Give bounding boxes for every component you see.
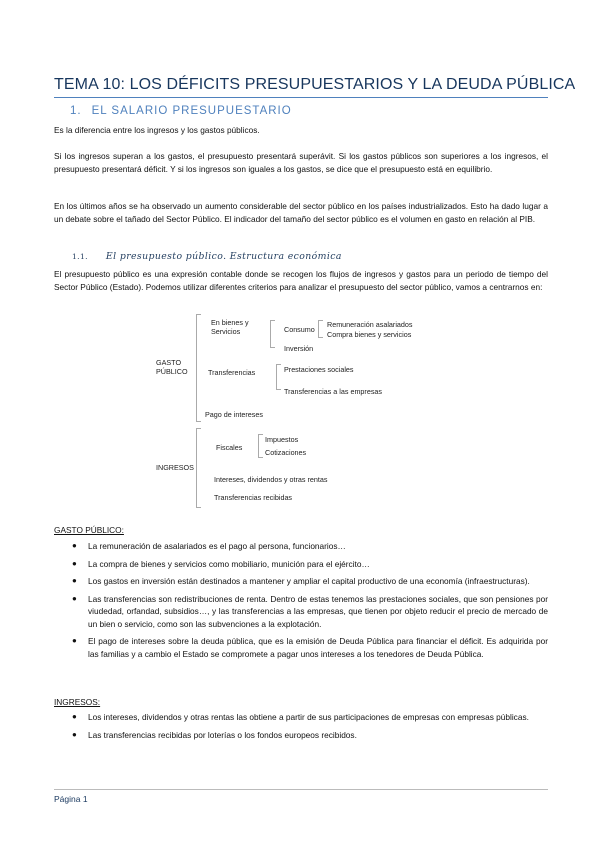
paragraph-definition: Es la diferencia entre los ingresos y los gastos públicos.	[54, 125, 260, 135]
subsection-number: 1.1.	[72, 252, 88, 261]
prestaciones-label: Prestaciones sociales	[284, 365, 354, 374]
ingresos-label: INGRESOS	[156, 463, 194, 472]
section-number: 1.	[70, 105, 82, 117]
gasto-publico-label: GASTO PÚBLICO	[156, 358, 188, 377]
budget-structure-diagram	[150, 310, 450, 515]
list-item: ● Los gastos en inversión están destinados a mantener y ampliar el capital productivo de una economía (infraestructuras).	[72, 576, 530, 586]
list-item: ● Los intereses, dividendos y otras rentas las obtiene a partir de sus participaciones de empresas con empresas públicas.	[72, 712, 529, 722]
paragraph-presupuesto: El presupuesto público es una expresión contable donde se recogen los flujos de ingresos y gastos para un periodo de tiempo del Sector Público (Estado). Podemos utilizar diferentes criterios para analizar el presupuesto del sector público, vamos a centrarnos en:	[54, 269, 548, 292]
intereses-label: Intereses, dividendos y otras rentas	[214, 475, 328, 484]
paragraph-sector-publico: En los últimos años se ha observado un aumento considerable del sector público en los países industrializados. Esto ha dado lugar a un debate sobre el tañado del Sector Público. El indicador del tamaño del sector público es el volumen en gasto en relación al PIB.	[54, 201, 548, 224]
list-item: ● El pago de intereses sobre la deuda pública, que es la emisión de Deuda Pública para financiar el déficit. Es adquirida por las familias y a cambio el Estado se compromete a pagar unos intereses a los tenedores de Deuda Pública.	[72, 636, 548, 659]
pago-intereses-label: Pago de intereses	[205, 410, 263, 419]
gasto-publico-heading: GASTO PÚBLICO:	[54, 525, 124, 535]
page-number: Página 1	[54, 794, 88, 804]
fiscales-label: Fiscales	[216, 443, 243, 452]
impuestos-label: Impuestos	[265, 435, 299, 444]
transferencias-brace	[276, 364, 281, 390]
section-heading	[70, 105, 292, 117]
subsection-title: El presupuesto público. Estructura económica	[105, 251, 342, 262]
list-item: ● Las transferencias recibidas por loterías o los fondos europeos recibidos.	[72, 729, 357, 740]
list-item: ● La remuneración de asalariados es el pago al persona, funcionarios…	[72, 541, 346, 551]
ingresos-brace	[196, 428, 201, 508]
gasto-list	[54, 540, 548, 665]
list-item: ● La compra de bienes y servicios como mobiliario, munición para el ejército…	[72, 558, 370, 569]
gasto-brace	[196, 314, 201, 422]
ingresos-list	[54, 711, 548, 746]
ingresos-heading: INGRESOS:	[54, 697, 101, 707]
fiscales-brace	[258, 434, 263, 458]
consumo-brace	[318, 320, 323, 338]
remuneracion-label: Remuneración asalariados	[327, 320, 413, 329]
paragraph-superavit: Si los ingresos superan a los gastos, el presupuesto presentará superávit. Si los gastos públicos son superiores a los ingresos, el presupuesto presentará déficit. Y si los ingresos son iguales a los gastos, se dice que el presupuesto está en equilibrio.	[54, 151, 548, 174]
inversion-label: Inversión	[284, 344, 314, 353]
transferencias-label: Transferencias	[208, 368, 256, 377]
transf-recibidas-label: Transferencias recibidas	[214, 493, 293, 502]
cotizaciones-label: Cotizaciones	[265, 448, 307, 457]
compra-label: Compra bienes y servicios	[327, 330, 412, 339]
transf-empresas-label: Transferencias a las empresas	[284, 387, 383, 396]
subsection-heading	[72, 251, 342, 262]
footer-rule	[54, 789, 548, 790]
title-underline	[54, 97, 548, 98]
bienes-brace	[270, 320, 275, 348]
section-title: EL SALARIO PRESUPUESTARIO	[91, 105, 292, 117]
document-title: TEMA 10: LOS DÉFICITS PRESUPUESTARIOS Y LA DEUDA PÚBLICA	[54, 76, 576, 93]
consumo-label: Consumo	[284, 325, 315, 334]
bienes-servicios-label: En bienes y Servicios	[211, 318, 249, 337]
list-item: ● Las transferencias son redistribuciones de renta. Dentro de estas tenemos las prestaciones sociales, que son pensiones por viudedad, orfandad, subsidios…, y las transferencias a las empresas, que tienen por objeto reducir el precio de mercado de un bien o servicio, como son las subvenciones a la explotación.	[72, 593, 548, 629]
